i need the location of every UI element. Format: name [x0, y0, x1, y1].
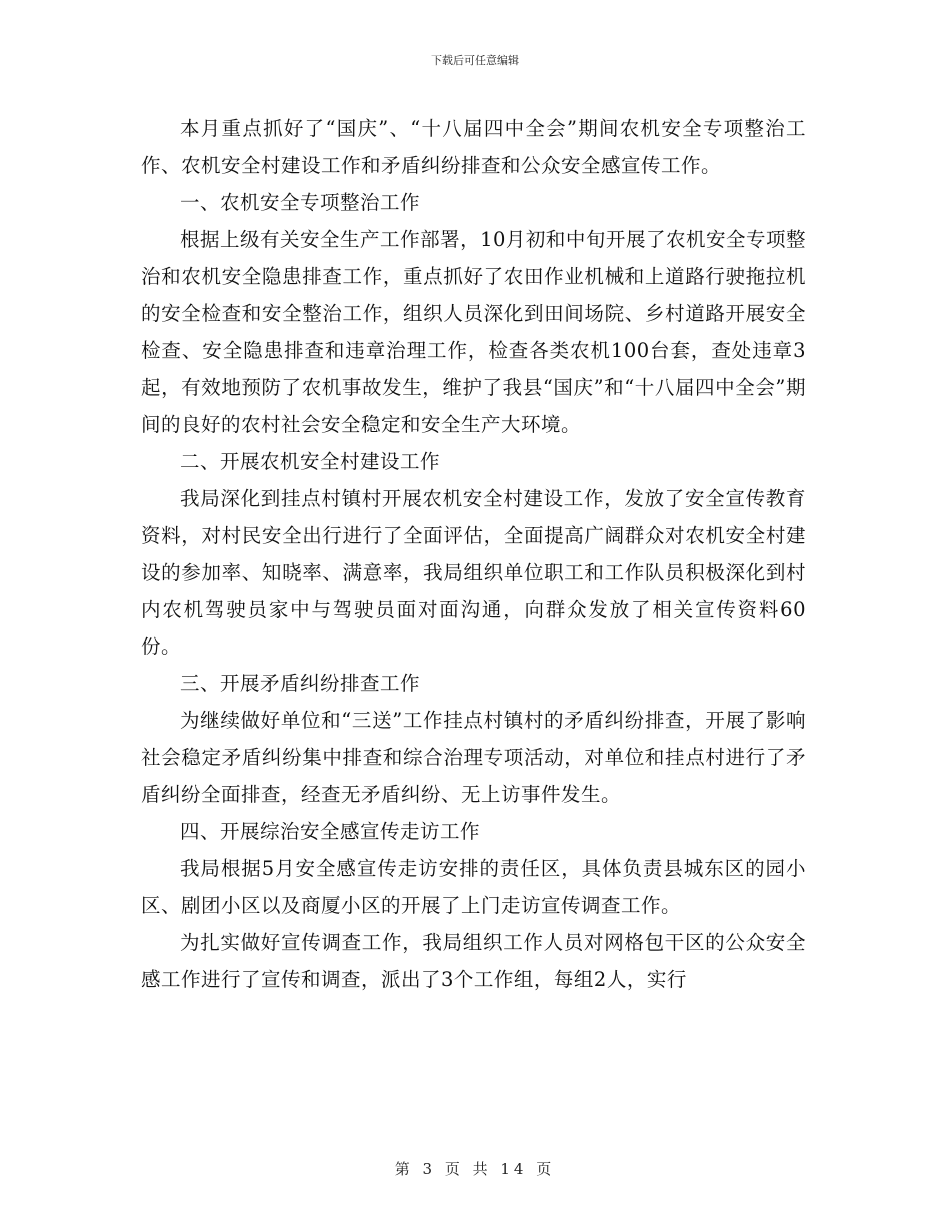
section-heading-3: 三、开展矛盾纠纷排查工作 — [180, 672, 421, 695]
page-footer: 第 3 页 共 14 页 — [394, 1160, 556, 1178]
section-heading-1: 一、农机安全专项整治工作 — [180, 191, 421, 214]
paragraph-intro: 本月重点抓好了“国庆”、“十八届四中全会”期间农机安全专项整治工作、农机安全村建设工作和矛盾纠纷排查和公众安全感宣传工作。 — [141, 117, 806, 177]
paragraph-section-4b: 为扎实做好宣传调查工作，我局组织工作人员对网格包干区的公众安全感工作进行了宣传和调查，派出了3个工作组，每组2人，实行 — [141, 931, 806, 991]
section-heading-2: 二、开展农机安全村建设工作 — [180, 450, 441, 473]
section-heading-4: 四、开展综治安全感宣传走访工作 — [180, 820, 481, 843]
document-body — [141, 110, 806, 998]
paragraph-section-4a: 我局根据5月安全感宣传走访安排的责任区，具体负责县城东区的园小区、剧团小区以及商厦小区的开展了上门走访宣传调查工作。 — [141, 857, 806, 917]
paragraph-section-1: 根据上级有关安全生产工作部署，10月初和中旬开展了农机安全专项整治和农机安全隐患排查工作，重点抓好了农田作业机械和上道路行驶拖拉机的安全检查和安全整治工作，组织人员深化到田间场院、乡村道路开展安全检查、安全隐患排查和违章治理工作，检查各类农机100台套，查处违章3起，有效地预防了农机事故发生，维护了我县“国庆”和“十八届四中全会”期间的良好的农村社会安全稳定和安全生产大环境。 — [141, 228, 806, 436]
paragraph-section-2: 我局深化到挂点村镇村开展农机安全村建设工作，发放了安全宣传教育资料，对村民安全出行进行了全面评估，全面提高广阔群众对农机安全村建设的参加率、知晓率、满意率，我局组织单位职工和工作队员积极深化到村内农机驾驶员家中与驾驶员面对面沟通，向群众发放了相关宣传资料60份。 — [141, 487, 806, 658]
paragraph-section-3: 为继续做好单位和“三送”工作挂点村镇村的矛盾纠纷排查，开展了影响社会稳定矛盾纠纷集中排查和综合治理专项活动，对单位和挂点村进行了矛盾纠纷全面排查，经查无矛盾纠纷、无上访事件发生。 — [141, 709, 806, 806]
page-header: 下载后可任意编辑 — [431, 54, 519, 67]
